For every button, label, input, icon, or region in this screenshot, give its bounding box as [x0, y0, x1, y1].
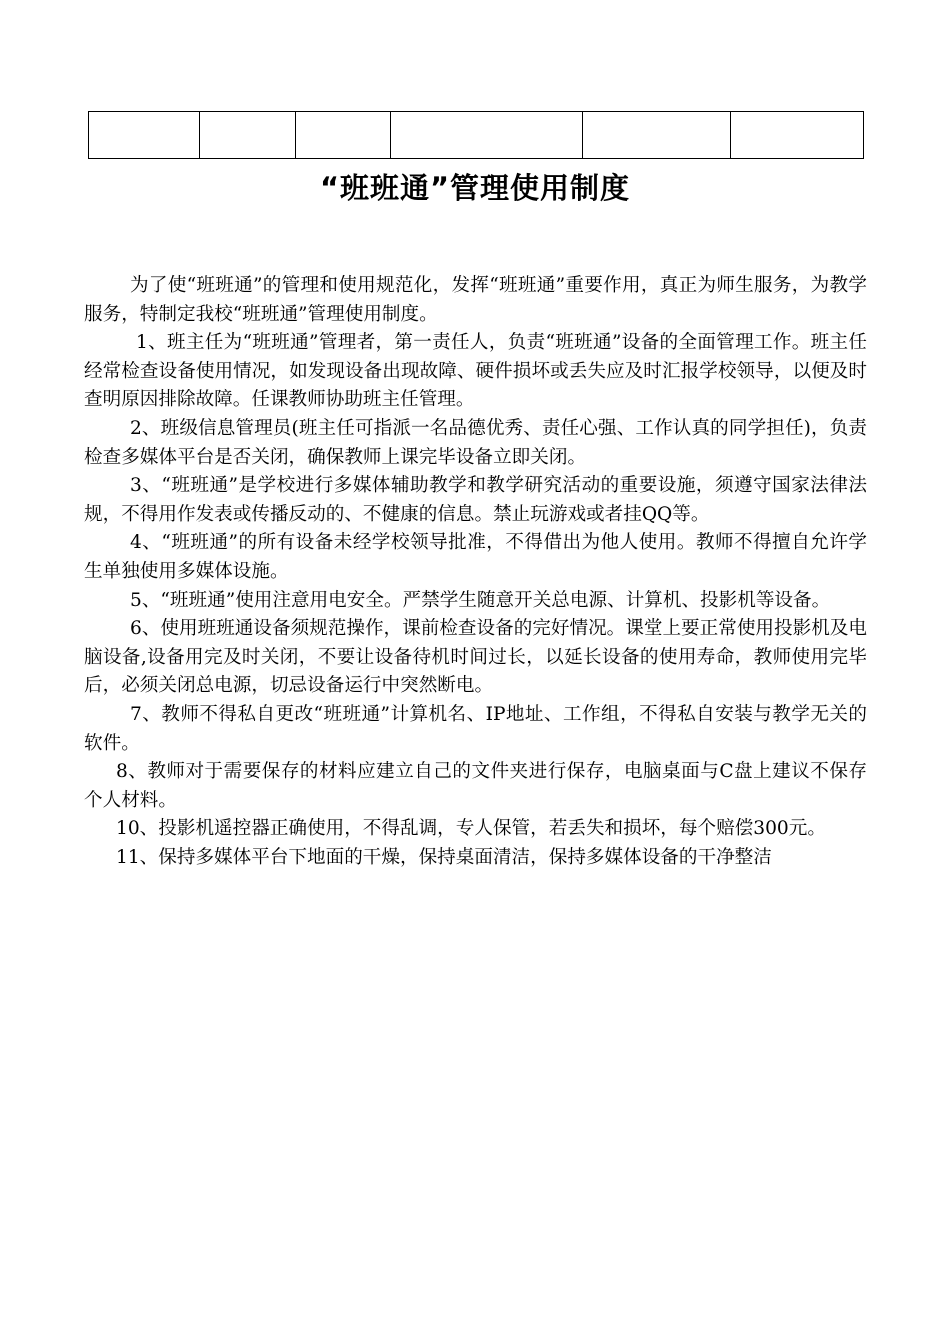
- document-title: “班班通”管理使用制度: [319, 171, 631, 205]
- header-table-cell: [391, 112, 583, 159]
- rule-paragraph-8: 8、教师对于需要保存的材料应建立自己的文件夹进行保存，电脑桌面与C盘上建议不保存个人材料。: [84, 761, 867, 811]
- rule-paragraph-3: 3、“班班通”是学校进行多媒体辅助教学和教学研究活动的重要设施，须遵守国家法律法规，不得用作发表或传播反动的、不健康的信息。禁止玩游戏或者挂QQ等。: [84, 475, 867, 525]
- header-table-row: [89, 112, 864, 159]
- header-table-cell: [731, 112, 864, 159]
- header-table-cell: [89, 112, 200, 159]
- rule-paragraph-2: 2、班级信息管理员(班主任可指派一名品德优秀、责任心强、工作认真的同学担任)，负责检查多媒体平台是否关闭，确保教师上课完毕设备立即关闭。: [84, 417, 867, 468]
- rule-paragraph-11: 11、保持多媒体平台下地面的干燥，保持桌面清洁，保持多媒体设备的干净整洁: [116, 846, 772, 868]
- header-table-cell: [200, 112, 296, 159]
- header-table-cell: [296, 112, 391, 159]
- rule-paragraph-1: 1、班主任为“班班通”管理者，第一责任人，负责“班班通”设备的全面管理工作。班主任经常检查设备使用情况，如发现设备出现故障、硬件损坏或丢失应及时汇报学校领导，以便及时查明原因排除故障。任课教师协助班主任管理。: [84, 332, 867, 411]
- header-table-cell: [583, 112, 731, 159]
- header-table: [88, 111, 864, 159]
- rule-paragraph-10: 10、投影机遥控器正确使用，不得乱调，专人保管，若丢失和损坏，每个赔偿300元。: [116, 818, 826, 840]
- rule-paragraph-6: 6、使用班班通设备须规范操作，课前检查设备的完好情况。课堂上要正常使用投影机及电脑设备,设备用完及时关闭，不要让设备待机时间过长，以延长设备的使用寿命，教师使用完毕后，必须关闭总电源，切忌设备运行中突然断电。: [84, 618, 867, 697]
- rule-paragraph-7: 7、教师不得私自更改“班班通”计算机名、IP地址、工作组，不得私自安装与教学无关的软件。: [84, 703, 867, 754]
- rule-paragraph-5: 5、“班班通”使用注意用电安全。严禁学生随意开关总电源、计算机、投影机等设备。: [130, 589, 831, 611]
- rule-paragraph-4: 4、“班班通”的所有设备未经学校领导批准，不得借出为他人使用。教师不得擅自允许学生单独使用多媒体设施。: [84, 532, 867, 582]
- intro-paragraph: 为了使“班班通”的管理和使用规范化，发挥“班班通”重要作用，真正为师生服务，为教学服务，特制定我校“班班通”管理使用制度。: [84, 275, 867, 325]
- document-body: [84, 272, 867, 872]
